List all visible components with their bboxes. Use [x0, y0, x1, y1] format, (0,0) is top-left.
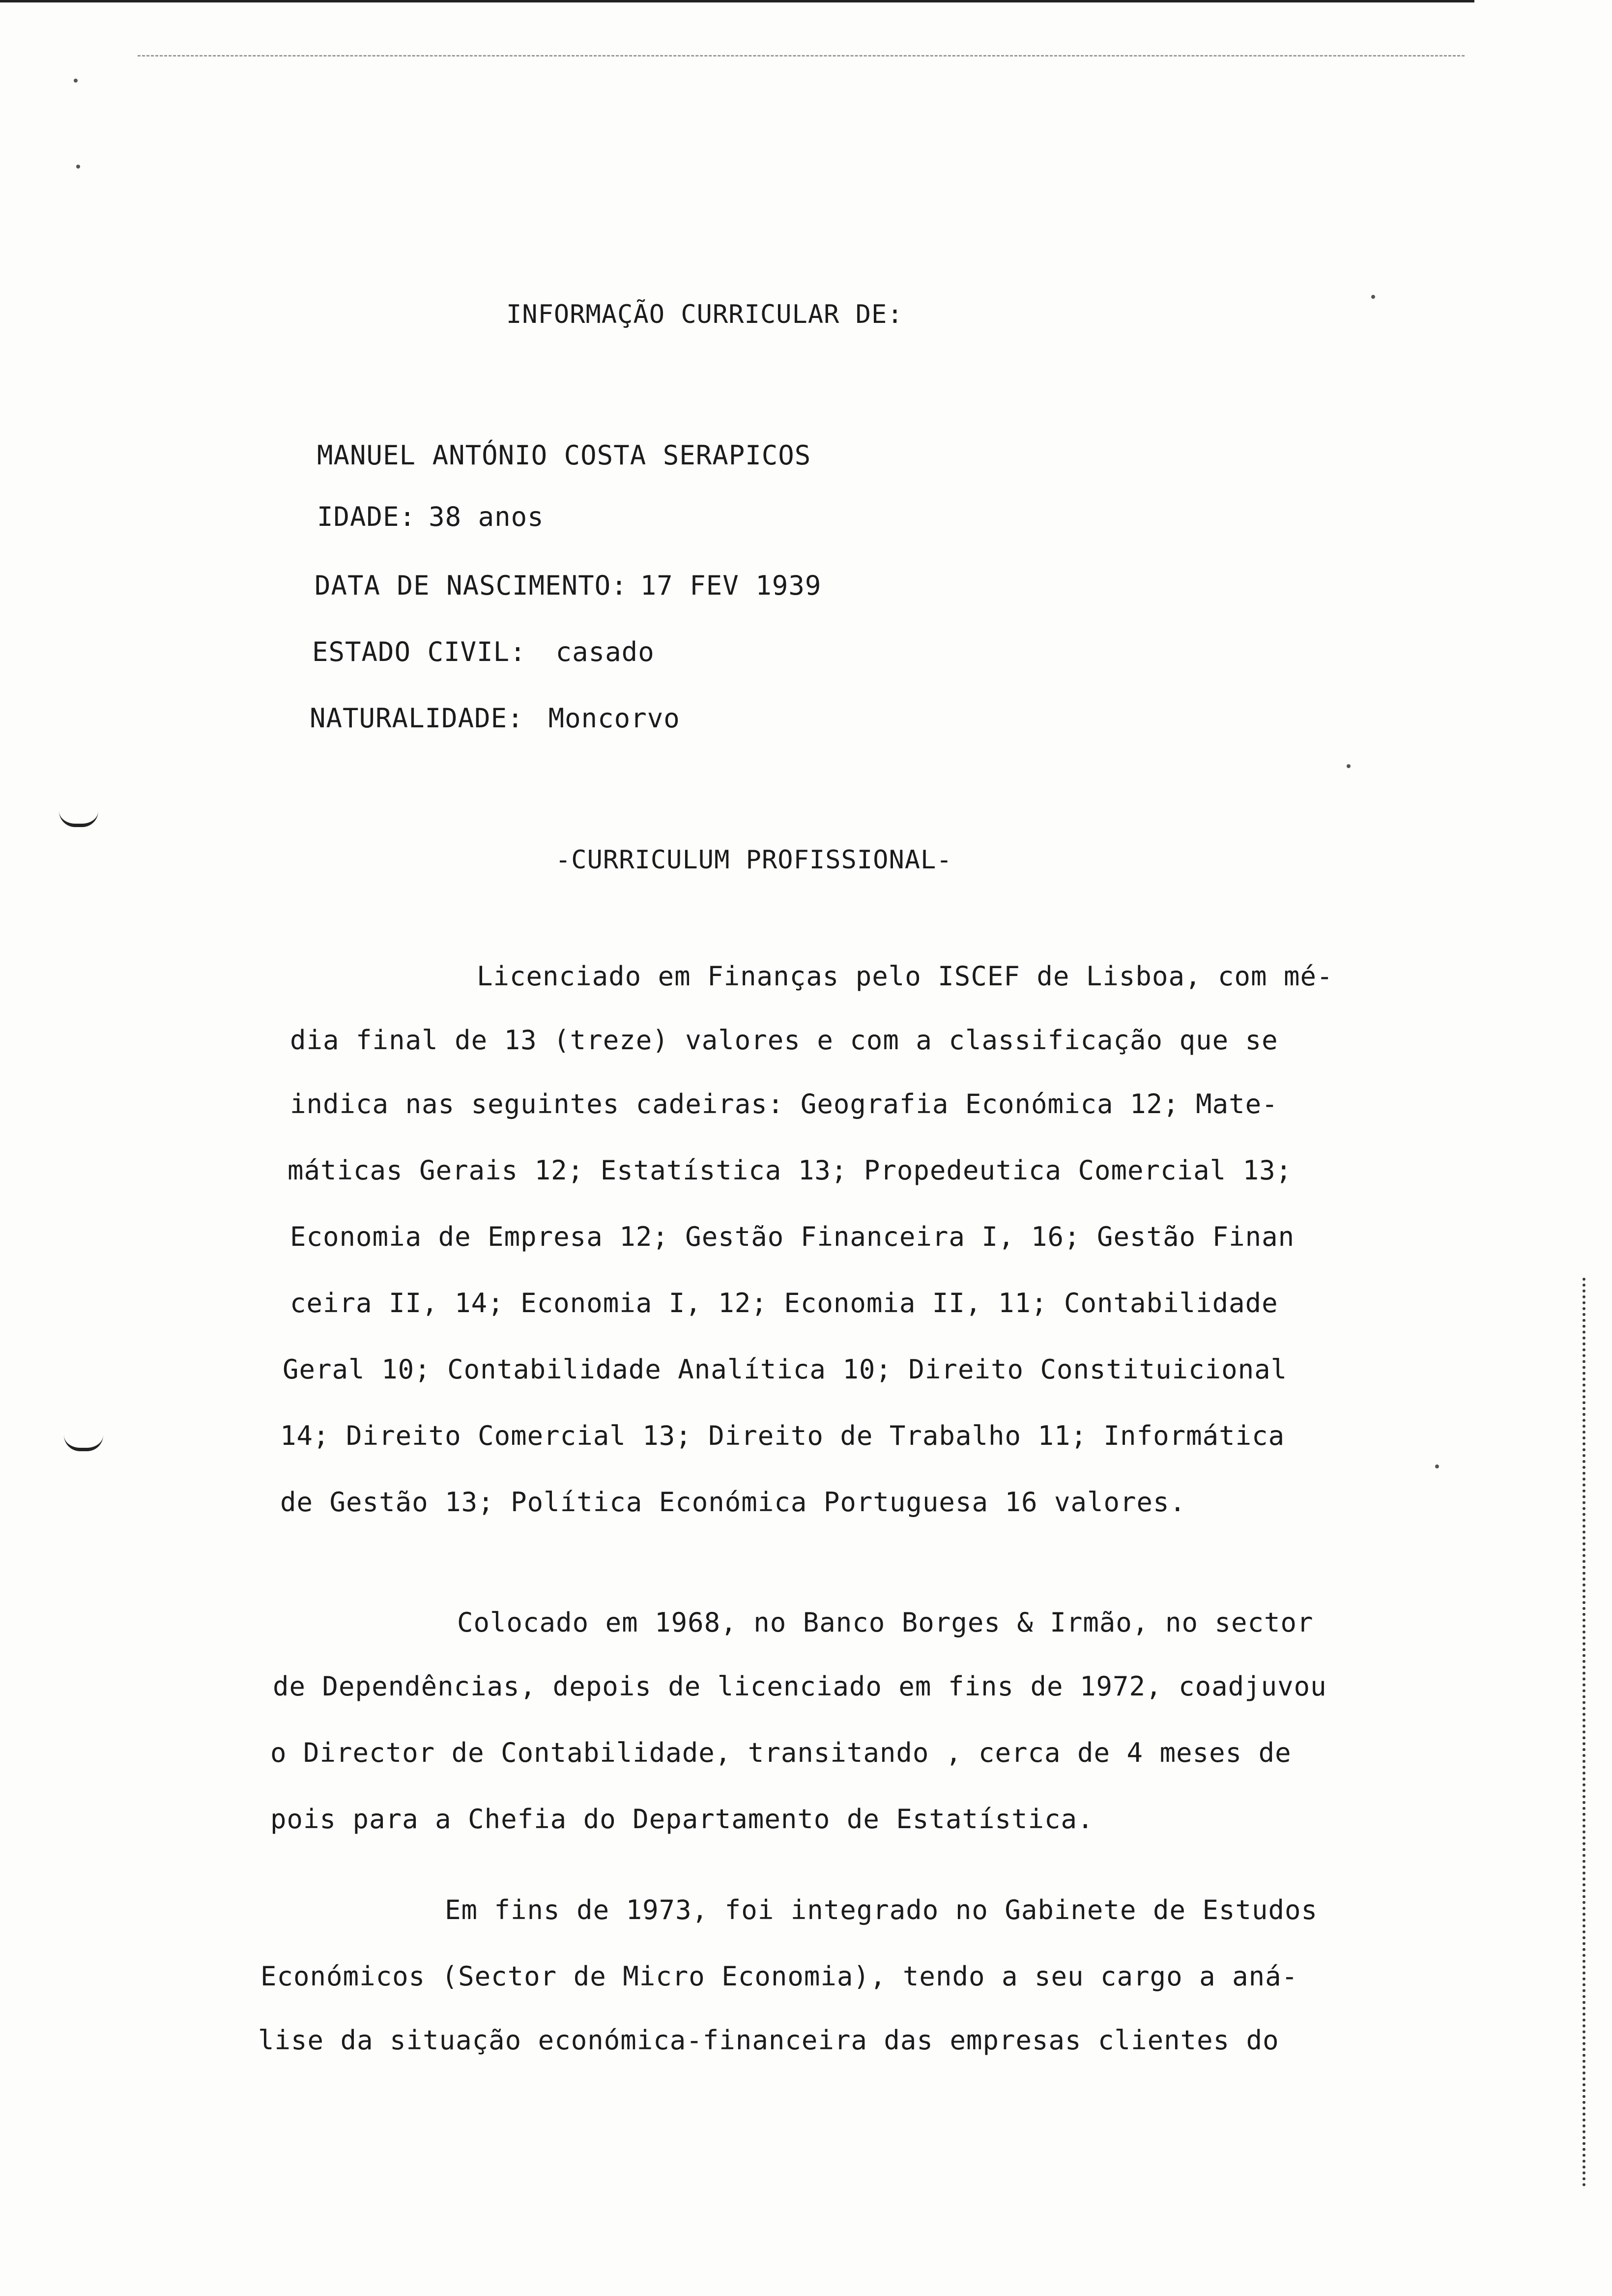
- paragraph-line: pois para a Chefia do Departamento de Estatística.: [270, 1804, 1094, 1835]
- paragraph-line: indica nas seguintes cadeiras: Geografia Económica 12; Mate-: [290, 1089, 1278, 1119]
- field-age: [317, 501, 544, 532]
- scan-speck: [1435, 1464, 1439, 1468]
- paragraph-line: Colocado em 1968, no Banco Borges & Irmão, no sector: [457, 1607, 1314, 1638]
- scan-speck: [74, 79, 78, 83]
- field-value: 38 anos: [429, 501, 544, 532]
- field-label: DATA DE NASCIMENTO:: [315, 570, 628, 601]
- field-marital-status: [312, 636, 655, 667]
- page-top-edge: [0, 0, 1474, 2]
- paragraph-line: 14; Direito Comercial 13; Direito de Trabalho 11; Informática: [280, 1420, 1285, 1451]
- field-label: ESTADO CIVIL:: [312, 636, 526, 667]
- paragraph-line: Geral 10; Contabilidade Analítica 10; Direito Constituicional: [283, 1354, 1288, 1385]
- scan-curve-mark: [64, 1435, 103, 1451]
- field-value: casado: [555, 636, 655, 667]
- field-value: 17 FEV 1939: [640, 570, 822, 601]
- person-name: MANUEL ANTÓNIO COSTA SERAPICOS: [317, 440, 811, 471]
- scan-speck: [1371, 295, 1375, 299]
- paragraph-line: de Dependências, depois de licenciado em fins de 1972, coadjuvou: [273, 1671, 1327, 1702]
- paragraph-line: Económicos (Sector de Micro Economia), tendo a seu cargo a aná-: [260, 1961, 1298, 1992]
- scan-curve-mark: [59, 811, 98, 827]
- section-title: -CURRICULUM PROFISSIONAL-: [555, 845, 952, 875]
- scan-speck: [1347, 764, 1351, 768]
- field-label: NATURALIDADE:: [310, 703, 524, 734]
- scan-speck: [76, 165, 80, 169]
- field-birthplace: [310, 703, 680, 734]
- paragraph-line: Em fins de 1973, foi integrado no Gabinete de Estudos: [445, 1894, 1318, 1925]
- paragraph-line: de Gestão 13; Política Económica Portuguesa 16 valores.: [280, 1487, 1186, 1518]
- paragraph-line: máticas Gerais 12; Estatística 13; Propedeutica Comercial 13;: [288, 1155, 1293, 1186]
- field-birth-date: [315, 570, 821, 601]
- document-title: INFORMAÇÃO CURRICULAR DE:: [506, 300, 903, 329]
- scan-right-edge: [1583, 1278, 1585, 2187]
- paragraph-line: ceira II, 14; Economia I, 12; Economia II, 11; Contabilidade: [290, 1288, 1278, 1319]
- scan-dash-line: [138, 55, 1465, 57]
- paragraph-line: Economia de Empresa 12; Gestão Financeira I, 16; Gestão Finan: [290, 1221, 1295, 1252]
- field-label: IDADE:: [317, 501, 416, 532]
- paragraph-line: o Director de Contabilidade, transitando , cerca de 4 meses de: [270, 1737, 1292, 1768]
- paragraph-line: lise da situação económica-financeira das empresas clientes do: [258, 2025, 1279, 2056]
- field-value: Moncorvo: [548, 703, 680, 734]
- paragraph-line: Licenciado em Finanças pelo ISCEF de Lisboa, com mé-: [477, 961, 1333, 992]
- paragraph-line: dia final de 13 (treze) valores e com a classificação que se: [290, 1025, 1278, 1056]
